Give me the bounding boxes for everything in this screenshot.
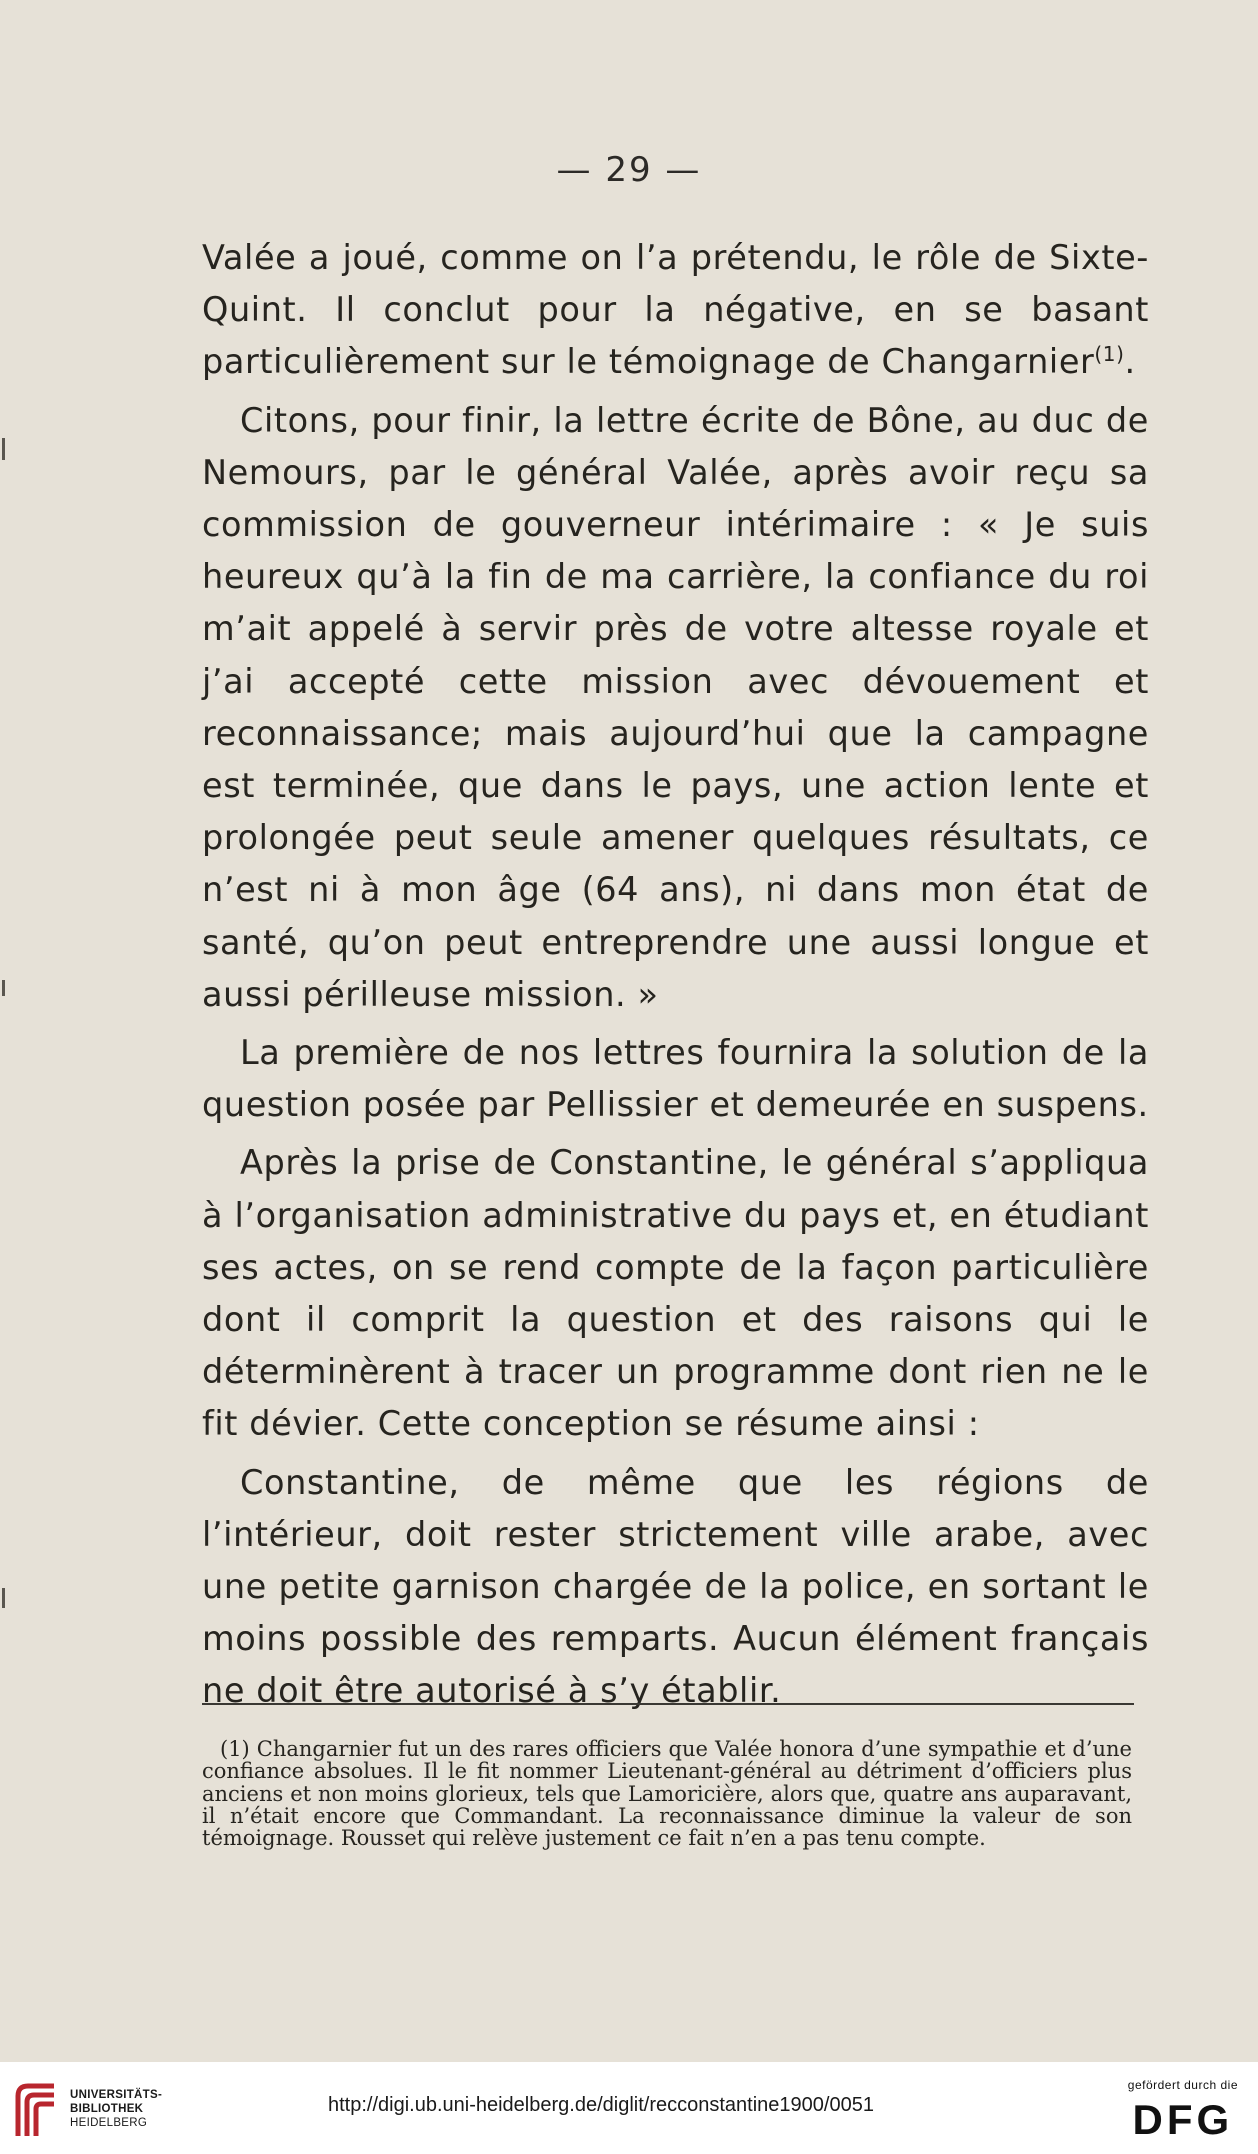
- paragraph-3: La première de nos lettres fournira la solution de la question posée par Pellissier et demeurée en suspens.: [202, 1033, 1149, 1125]
- funding-credit: [1128, 2078, 1238, 2142]
- library-name-line1: UNIVERSITÄTS-: [70, 2089, 163, 2101]
- margin-mark: [2, 438, 5, 460]
- paragraph-2: Citons, pour finir, la lettre écrite de Bône, au duc de Nemours, par le général Valée, après avoir reçu sa commission de gouverneur intérimaire : « Je suis heureux qu’à la fin de ma carrière, la confiance du roi m’ait appelé à servir près de votre altesse royale et j’ai accepté cette mission avec dévouement et reconnaissance; mais aujourd’hui que la campagne est terminée, que dans le pays, une action lente et prolongée peut seule amener quelques résultats, ce n’est ni à mon âge (64 ans), ni dans mon état de santé, qu’on peut entreprendre une aussi longue et aussi périlleuse mission. »: [202, 400, 1149, 1014]
- library-logo-icon: [14, 2082, 58, 2140]
- margin-mark: [2, 980, 5, 996]
- permalink-url[interactable]: http://digi.ub.uni-heidelberg.de/diglit/recconstantine1900/0051: [328, 2094, 874, 2116]
- footnote-reference[interactable]: (1): [1094, 342, 1125, 367]
- margin-mark: [2, 1588, 5, 1608]
- library-name: [70, 2088, 162, 2130]
- paragraph-4: Après la prise de Constantine, le général s’appliqua à l’organisation administrative du pays et, en étudiant ses actes, on se rend compte de la façon particulière dont il comprit la question et des raisons qui le déterminèrent à tracer un programme dont rien ne le fit dévier. Cette conception se résume ainsi :: [202, 1143, 1149, 1444]
- footnote: (1) Changarnier fut un des rares officiers que Valée honora d’une sympathie et d’une confiance absolues. Il le fit nommer Lieutenant-général au détriment d’officiers plus anciens et non moins glorieux, tels que Lamoricière, alors que, quatre ans auparavant, il n’était encore que Commandant. La reconnaissance diminue la valeur de son témoignage. Rousset qui relève justement ce fait n’en a pas tenu compte.: [202, 1737, 1132, 1851]
- paragraph-1-end: .: [1124, 342, 1136, 382]
- dfg-logo: DFG: [1132, 2096, 1234, 2143]
- library-name-line3: HEIDELBERG: [70, 2117, 148, 2129]
- paragraph-1: [202, 232, 1149, 389]
- paragraph-5: Constantine, de même que les régions de l’intérieur, doit rester strictement ville arabe, avec une petite garnison chargée de la police, en sortant le moins possible des remparts. Aucun élément français ne doit être autorisé à s’y établir.: [202, 1462, 1149, 1711]
- page-number: — 29 —: [556, 150, 702, 190]
- page-body: [202, 232, 1149, 1718]
- library-name-line2: BIBLIOTHEK: [70, 2103, 144, 2115]
- footnote-divider: [202, 1703, 1134, 1705]
- paragraph-1-text: Valée a joué, comme on l’a prétendu, le rôle de Sixte-Quint. Il conclut pour la négative, en se basant particulièrement sur le témoignage de Changarnier: [202, 238, 1149, 382]
- funding-label: gefördert durch die: [1127, 2078, 1238, 2092]
